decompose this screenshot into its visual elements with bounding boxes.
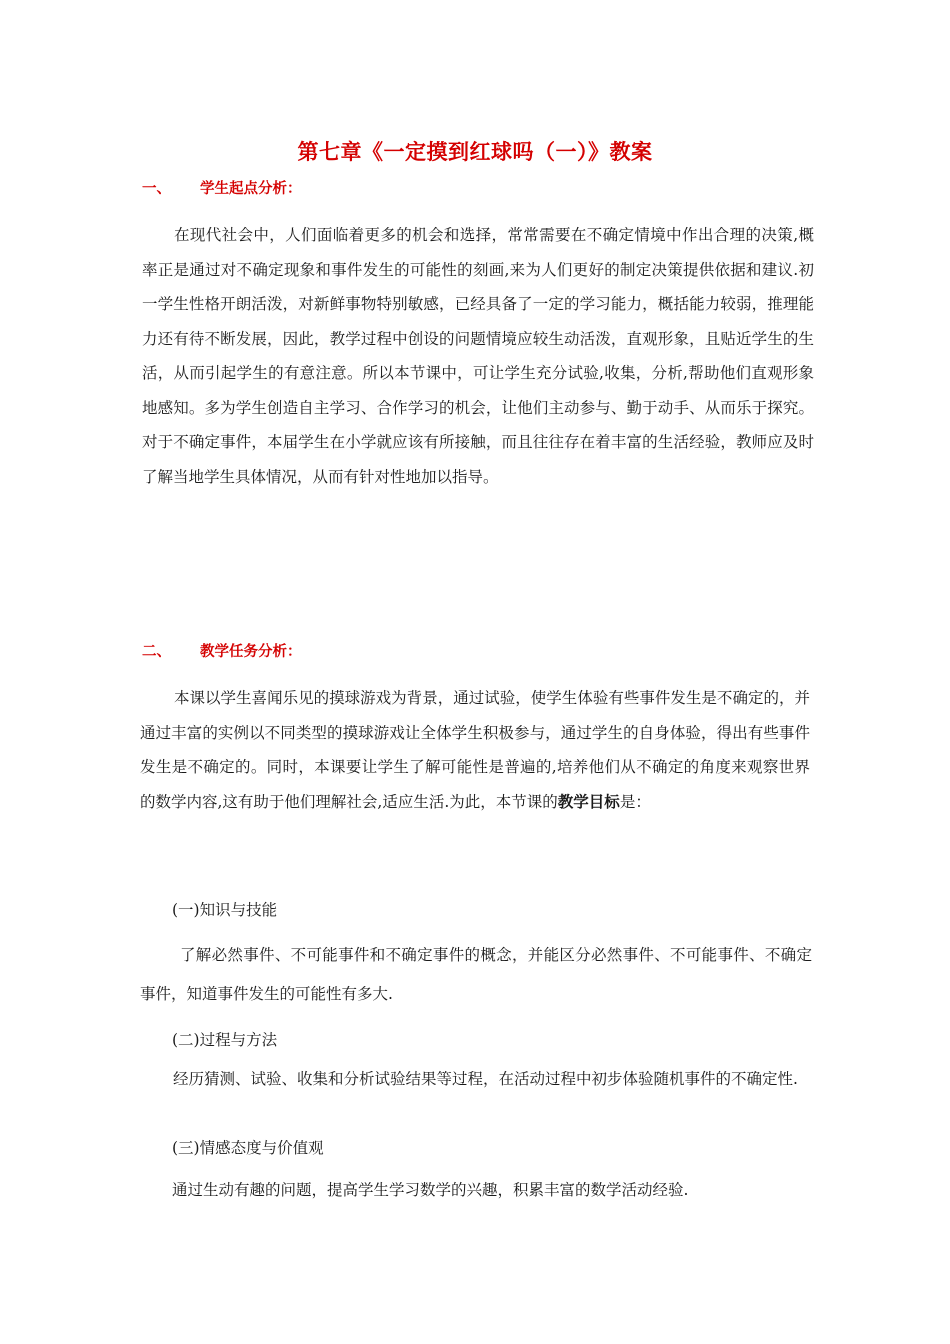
section-1-heading bbox=[142, 177, 302, 198]
goal-1-title: (一)知识与技能 bbox=[172, 901, 278, 919]
section-2-number: 二、 bbox=[142, 644, 171, 660]
section-1-number: 一、 bbox=[142, 181, 171, 197]
section-2-heading bbox=[142, 640, 302, 661]
section-2-paragraph-text: 本课以学生喜闻乐见的摸球游戏为背景，通过试验，使学生体验有些事件发生是不确定的，并通过丰富的实例以不同类型的摸球游戏让全体学生积极参与，通过学生的自身体验，得出有些事件发生是不确定的。同时，本课要让学生了解可能性是普遍的,培养他们从不确定的角度来观察世界的数学内容,这有助于他们理解社会,适应生活.为此，本节课的 bbox=[140, 689, 810, 811]
teaching-goal-term: 教学目标 bbox=[557, 791, 620, 811]
section-2-title: 教学任务分析： bbox=[200, 644, 302, 660]
section-1-paragraph: 在现代社会中，人们面临着更多的机会和选择，常常需要在不确定情境中作出合理的决策,概率正是通过对不确定现象和事件发生的可能性的刻画,来为人们更好的制定决策提供依据和建议.初一学生性格开朗活泼，对新鲜事物特别敏感，已经具备了一定的学习能力，概括能力较弱，推理能力还有待不断发展，因此，教学过程中创设的问题情境应较生动活泼，直观形象，且贴近学生的生活，从而引起学生的有意注意。所以本节课中，可让学生充分试验,收集，分析,帮助他们直观形象地感知。多为学生创造自主学习、合作学习的机会，让他们主动参与、勤于动手、从而乐于探究。对于不确定事件，本届学生在小学就应该有所接触，而且往往存在着丰富的生活经验，教师应及时了解当地学生具体情况，从而有针对性地加以指导。 bbox=[142, 226, 814, 486]
section-2-paragraph bbox=[140, 681, 810, 819]
section-2-paragraph-end: 是： bbox=[619, 792, 651, 811]
goal-1-text: 了解必然事件、不可能事件和不确定事件的概念，并能区分必然事件、不可能事件、不确定事件，知道事件发生的可能性有多大. bbox=[140, 946, 812, 1003]
goal-2-title: (二)过程与方法 bbox=[172, 1031, 278, 1049]
goal-3-text: 通过生动有趣的问题，提高学生学习数学的兴趣，积累丰富的数学活动经验. bbox=[172, 1181, 689, 1199]
section-1-title: 学生起点分析： bbox=[200, 181, 302, 197]
goal-2-text: 经历猜测、试验、收集和分析试验结果等过程，在活动过程中初步体验随机事件的不确定性. bbox=[173, 1070, 798, 1088]
goal-3-title: (三)情感态度与价值观 bbox=[172, 1139, 324, 1157]
document-title: 第七章《一定摸到红球吗（一）》教案 bbox=[297, 140, 653, 164]
